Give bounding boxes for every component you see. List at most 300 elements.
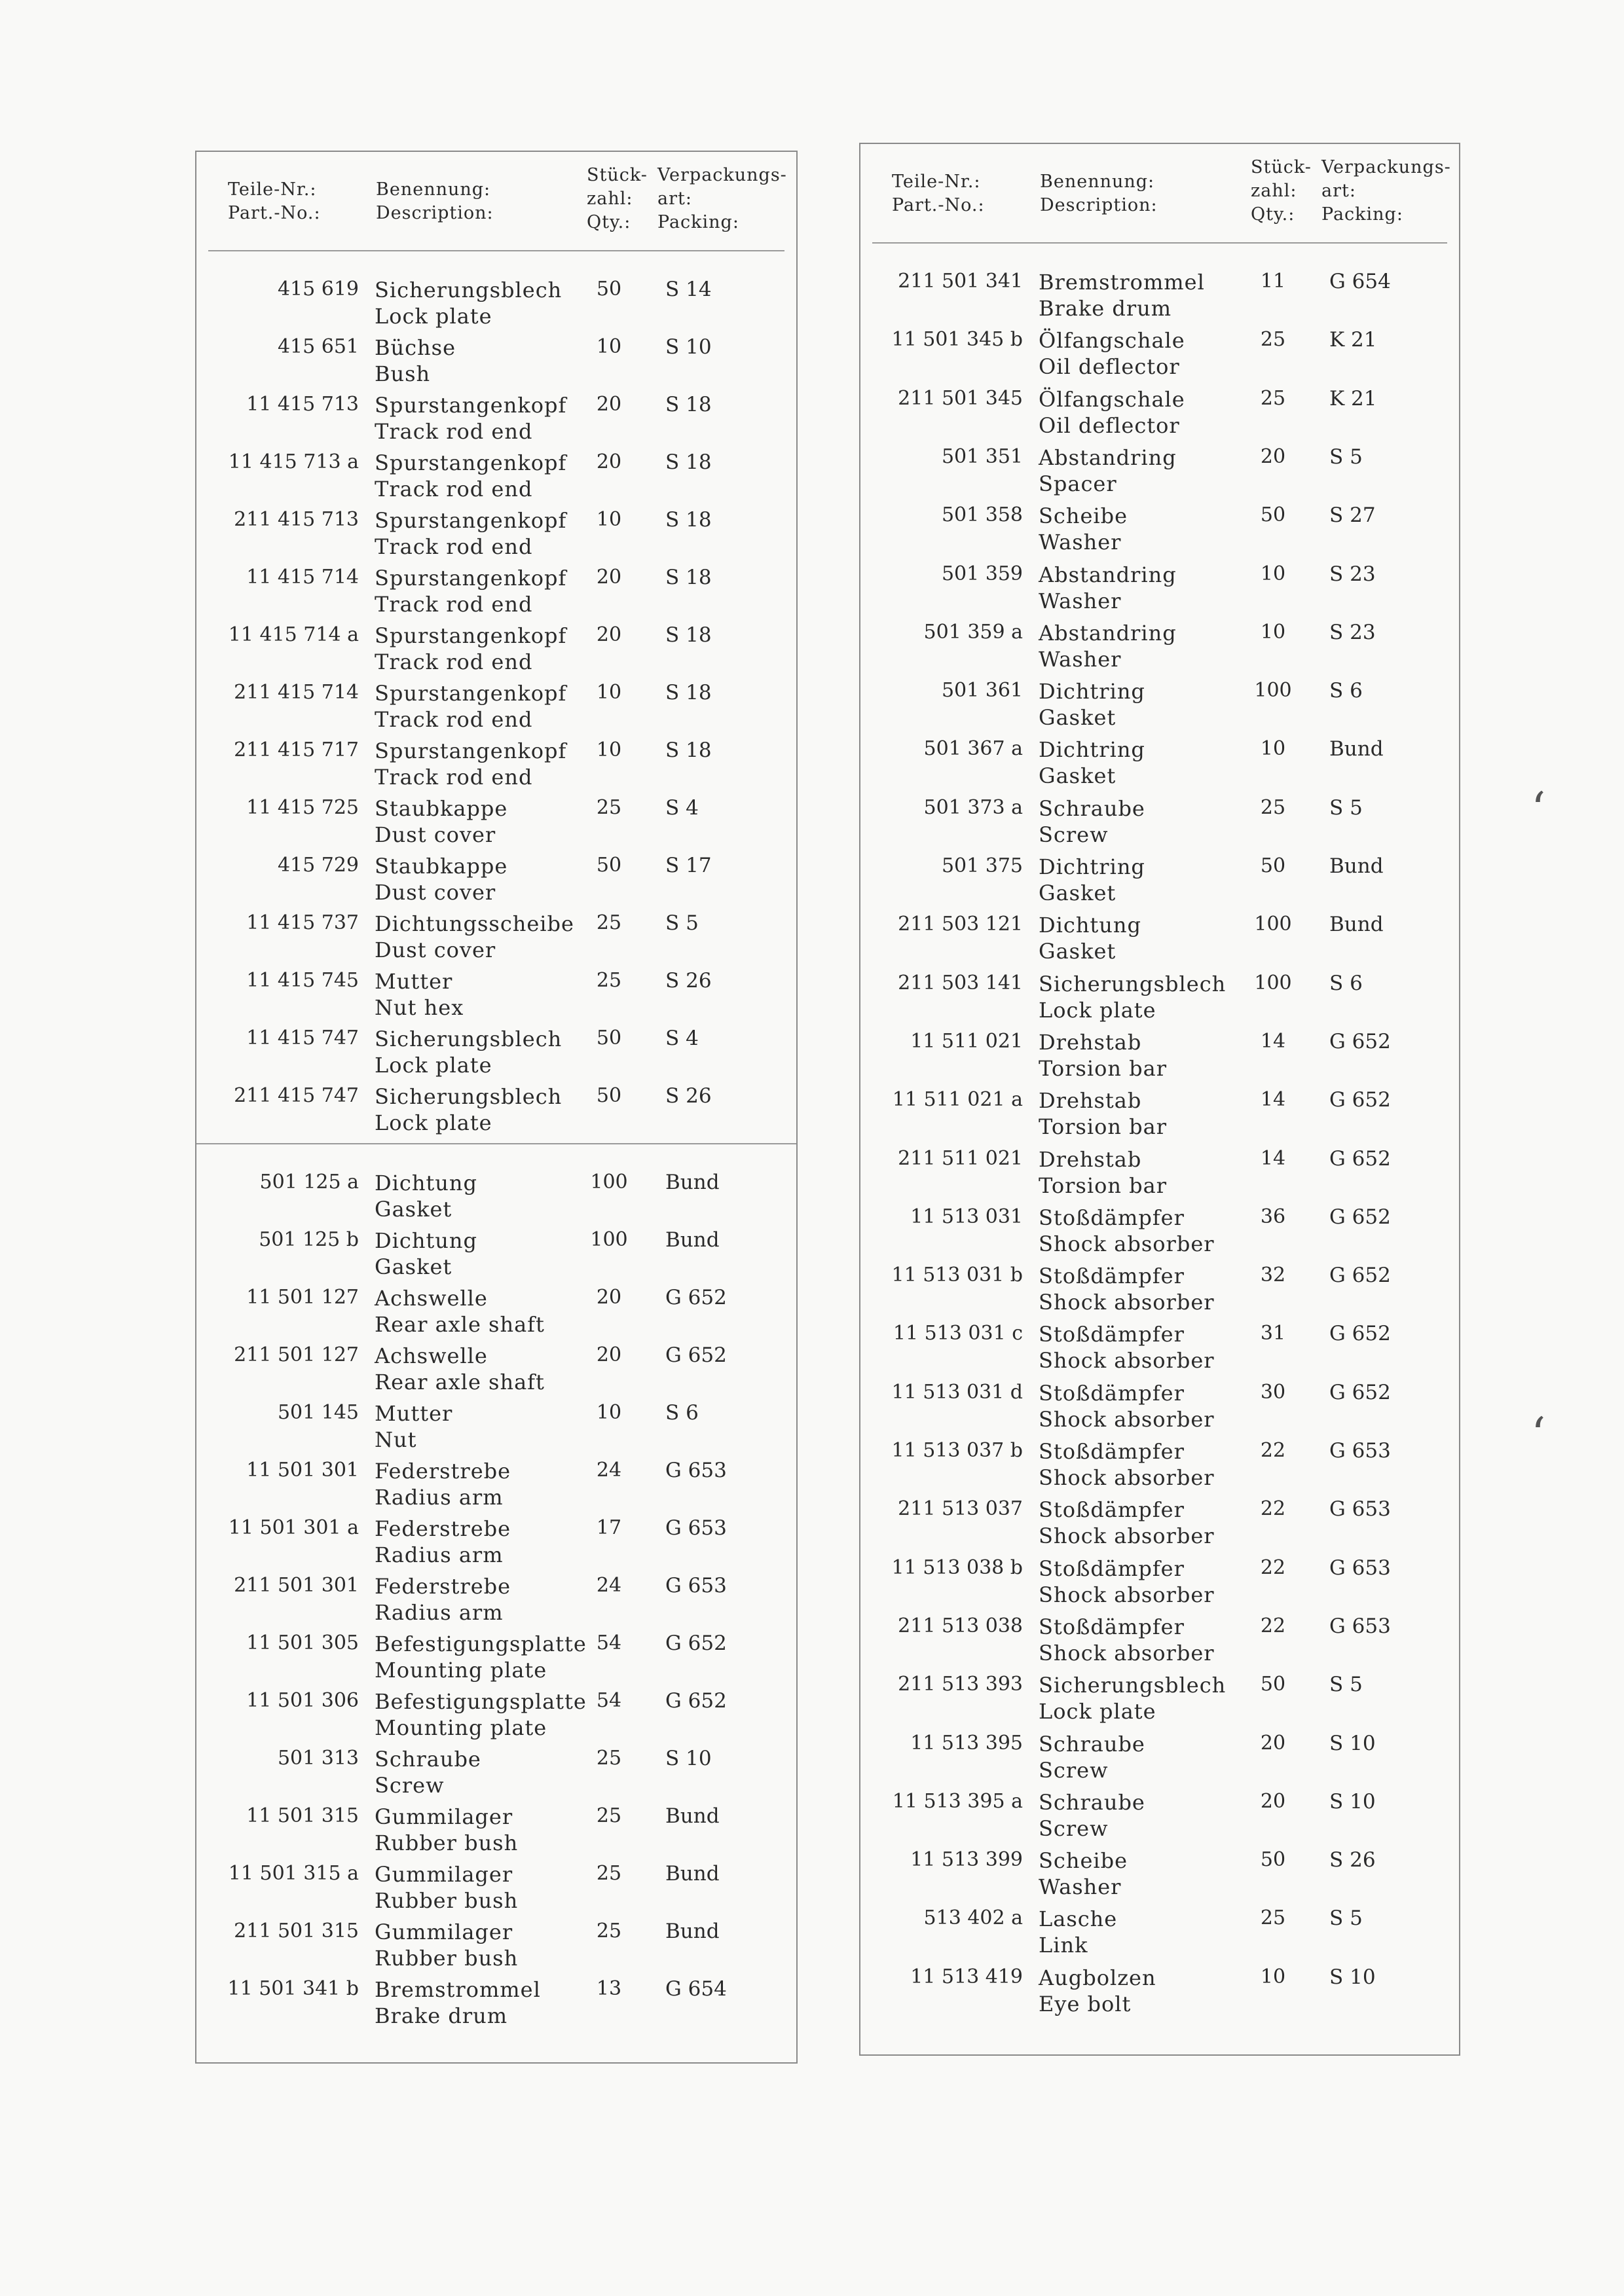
description-de: Achswelle	[375, 1343, 488, 1368]
table-row	[860, 328, 1459, 386]
table-row	[196, 1459, 796, 1516]
description-en: Gasket	[1039, 881, 1116, 905]
packing: G 653	[665, 1459, 727, 1482]
packing: G 652	[1329, 1264, 1391, 1288]
description-en: Track rod end	[375, 649, 533, 674]
packing: G 653	[1329, 1556, 1391, 1580]
quantity: 25	[1260, 1906, 1286, 1930]
table-row	[860, 445, 1459, 503]
packing: S 10	[665, 1747, 712, 1770]
part-number: 11 513 031 d	[891, 1380, 1023, 1404]
description-de: Büchse	[375, 335, 456, 360]
quantity: 17	[596, 1516, 622, 1539]
description-en: Oil deflector	[1039, 412, 1180, 438]
quantity: 10	[596, 335, 622, 358]
packing: S 10	[1329, 1789, 1376, 1813]
header-qty-line2: zahl:	[1251, 181, 1297, 201]
table-row	[196, 1516, 796, 1574]
description-de: Federstrebe	[375, 1574, 511, 1599]
description-de: Gummilager	[375, 1862, 513, 1887]
parts-table-left	[195, 151, 798, 2064]
quantity: 20	[596, 623, 622, 646]
description-de: Spurstangenkopf	[375, 393, 567, 418]
description-de: Spurstangenkopf	[375, 566, 567, 591]
description-en: Washer	[1039, 530, 1122, 555]
table-row	[196, 1084, 796, 1142]
table-row	[196, 508, 796, 566]
part-number: 11 415 714	[246, 566, 359, 589]
part-number: 11 415 745	[246, 969, 359, 992]
quantity: 36	[1260, 1205, 1286, 1228]
quantity: 100	[590, 1171, 628, 1194]
packing: G 654	[665, 1977, 727, 2001]
description-de: Staubkappe	[375, 854, 508, 879]
packing: S 5	[1329, 795, 1363, 820]
packing: G 652	[665, 1286, 727, 1309]
description-de: Sicherungsblech	[375, 1084, 563, 1109]
table-row	[860, 1965, 1459, 2023]
quantity: 14	[1260, 1146, 1286, 1170]
quantity: 20	[1260, 445, 1286, 468]
section-divider	[196, 1143, 796, 1144]
description-en: Track rod end	[375, 707, 533, 732]
part-number: 501 313	[277, 1747, 359, 1770]
description-en: Gasket	[375, 1197, 452, 1222]
description-de: Gummilager	[375, 1804, 513, 1829]
description-de: Schraube	[1039, 1789, 1145, 1815]
header-description-de: Benennung:	[1040, 172, 1155, 192]
part-number: 11 511 021 a	[892, 1088, 1023, 1112]
header-part-no	[228, 178, 321, 225]
packing: G 652	[665, 1631, 727, 1655]
table-row	[860, 1848, 1459, 1906]
table-row	[860, 562, 1459, 620]
header-qty	[1251, 156, 1312, 227]
part-number: 415 651	[277, 335, 359, 358]
punch-hole-mark: ‘	[1531, 1408, 1546, 1461]
table-row	[196, 1574, 796, 1631]
packing: S 17	[665, 854, 712, 877]
table-row	[860, 503, 1459, 561]
description-en: Nut	[375, 1427, 417, 1452]
quantity: 100	[1254, 913, 1292, 936]
description-en: Bush	[375, 361, 431, 386]
quantity: 22	[1260, 1497, 1286, 1521]
quantity: 14	[1260, 1088, 1286, 1112]
header-description-en: Description:	[376, 203, 494, 223]
description-en: Dust cover	[375, 822, 496, 847]
part-number: 211 501 345	[898, 386, 1023, 410]
table-row	[196, 623, 796, 681]
description-en: Shock absorber	[1039, 1348, 1215, 1374]
description-de: Schraube	[1039, 1731, 1145, 1757]
header-packing	[657, 164, 787, 234]
packing: S 23	[1329, 620, 1376, 644]
table-header	[208, 152, 787, 251]
description-de: Achswelle	[375, 1286, 488, 1311]
part-number: 415 619	[277, 278, 359, 301]
description-de: Sicherungsblech	[1039, 1673, 1227, 1698]
part-number: 11 415 713 a	[228, 450, 359, 473]
table-row	[196, 278, 796, 335]
part-number: 211 503 121	[898, 913, 1023, 936]
table-row	[196, 1747, 796, 1804]
description-de: Spurstangenkopf	[375, 623, 567, 648]
packing: G 653	[1329, 1439, 1391, 1463]
part-number: 211 513 037	[898, 1497, 1023, 1521]
table-row	[860, 1205, 1459, 1263]
description-de: Federstrebe	[375, 1459, 511, 1484]
packing: S 18	[665, 566, 712, 589]
description-en: Link	[1039, 1933, 1088, 1958]
description-en: Shock absorber	[1039, 1231, 1215, 1256]
table-row	[860, 1147, 1459, 1205]
part-number: 501 367 a	[923, 737, 1023, 761]
description-de: Stoßdämpfer	[1039, 1439, 1185, 1464]
table-row	[860, 913, 1459, 970]
part-number: 501 361	[941, 679, 1023, 702]
description-de: Lasche	[1039, 1906, 1118, 1932]
table-row	[196, 911, 796, 969]
quantity: 22	[1260, 1439, 1286, 1462]
part-number: 211 415 717	[234, 738, 359, 761]
quantity: 25	[1260, 386, 1286, 410]
description-de: Bremstrommel	[375, 1977, 541, 2002]
header-packing-line3: Packing:	[657, 212, 739, 232]
part-number: 211 501 127	[234, 1343, 359, 1366]
table-row	[860, 1673, 1459, 1730]
description-de: Befestigungsplatte	[375, 1631, 587, 1656]
description-de: Augbolzen	[1039, 1965, 1156, 1990]
header-description-en: Description:	[1040, 195, 1158, 215]
packing: G 653	[1329, 1614, 1391, 1638]
description-de: Sicherungsblech	[1039, 971, 1227, 996]
description-de: Staubkappe	[375, 796, 508, 821]
quantity: 54	[596, 1631, 622, 1654]
part-number: 211 501 341	[898, 270, 1023, 293]
description-en: Nut hex	[375, 995, 464, 1020]
part-number: 11 513 031 c	[893, 1322, 1023, 1345]
description-en: Screw	[1039, 1757, 1109, 1783]
table-header	[872, 144, 1451, 244]
header-part-no	[892, 170, 985, 217]
table-row	[196, 1401, 796, 1459]
quantity: 24	[596, 1574, 622, 1597]
description-de: Spurstangenkopf	[375, 450, 567, 475]
table-row	[196, 1862, 796, 1920]
quantity: 50	[1260, 503, 1286, 527]
part-number: 501 358	[941, 503, 1023, 527]
part-number: 211 501 301	[234, 1574, 359, 1597]
quantity: 24	[596, 1459, 622, 1482]
packing: Bund	[665, 1804, 720, 1828]
part-number: 11 513 395 a	[892, 1789, 1023, 1813]
quantity: 100	[1254, 971, 1292, 994]
description-en: Track rod end	[375, 765, 533, 790]
part-number: 211 513 038	[898, 1614, 1023, 1637]
description-de: Dichtung	[375, 1228, 477, 1253]
description-en: Washer	[1039, 646, 1122, 672]
quantity: 10	[1260, 562, 1286, 585]
description-de: Scheibe	[1039, 1848, 1128, 1874]
description-en: Oil deflector	[1039, 354, 1180, 380]
description-de: Spurstangenkopf	[375, 681, 567, 706]
packing: Bund	[1329, 854, 1384, 878]
quantity: 20	[596, 1343, 622, 1366]
description-de: Dichtungsscheibe	[375, 911, 574, 936]
packing: S 18	[665, 623, 712, 647]
description-de: Spurstangenkopf	[375, 508, 567, 533]
description-en: Track rod end	[375, 534, 533, 559]
table-row	[196, 1631, 796, 1689]
description-de: Scheibe	[1039, 503, 1128, 529]
packing: S 5	[665, 911, 699, 935]
part-number: 11 501 345 b	[891, 328, 1023, 352]
packing: Bund	[665, 1171, 720, 1194]
table-row	[860, 270, 1459, 327]
table-row	[196, 393, 796, 450]
quantity: 10	[1260, 1965, 1286, 1988]
table-row	[860, 1556, 1459, 1614]
description-en: Lock plate	[375, 1053, 492, 1078]
packing: G 652	[1329, 1322, 1391, 1346]
description-en: Shock absorber	[1039, 1523, 1215, 1549]
part-number: 11 513 399	[910, 1848, 1023, 1872]
header-description-de: Benennung:	[376, 179, 491, 200]
packing: S 10	[1329, 1731, 1376, 1755]
part-number: 11 501 315 a	[228, 1862, 359, 1885]
quantity: 10	[596, 738, 622, 761]
description-de: Spurstangenkopf	[375, 738, 567, 763]
header-qty	[587, 164, 648, 234]
description-en: Shock absorber	[1039, 1406, 1215, 1432]
quantity: 25	[596, 1920, 622, 1942]
packing: Bund	[665, 1920, 720, 1943]
table-row	[860, 621, 1459, 678]
table-row	[860, 1381, 1459, 1438]
part-number: 11 501 301 a	[228, 1516, 359, 1539]
description-en: Brake drum	[375, 2003, 508, 2028]
part-number: 11 501 301	[246, 1459, 359, 1482]
packing: S 4	[665, 796, 699, 820]
description-de: Drehstab	[1039, 1088, 1142, 1114]
description-en: Spacer	[1039, 471, 1117, 496]
description-en: Rubber bush	[375, 1946, 519, 1971]
description-en: Shock absorber	[1039, 1290, 1215, 1315]
packing: S 18	[665, 681, 712, 704]
description-en: Screw	[375, 1773, 445, 1798]
part-number: 11 513 031 b	[891, 1264, 1023, 1287]
description-de: Stoßdämpfer	[1039, 1556, 1185, 1581]
description-de: Abstandring	[1039, 562, 1177, 587]
description-de: Ölfangschale	[1039, 386, 1185, 412]
packing: S 26	[665, 1084, 712, 1108]
header-qty-line3: Qty.:	[1251, 204, 1295, 225]
description-en: Rear axle shaft	[375, 1312, 545, 1337]
header-part-no-en: Part.-No.:	[228, 203, 321, 223]
description-de: Drehstab	[1039, 1146, 1142, 1172]
table-row	[196, 1920, 796, 1977]
header-packing	[1321, 156, 1451, 227]
packing: G 654	[1329, 270, 1391, 293]
quantity: 25	[596, 796, 622, 819]
description-de: Dichtung	[1039, 913, 1141, 938]
packing: Bund	[665, 1228, 720, 1252]
quantity: 25	[1260, 328, 1286, 352]
header-description	[376, 178, 494, 225]
table-row	[196, 1977, 796, 2035]
description-de: Dichtring	[1039, 737, 1145, 763]
packing: K 21	[1329, 328, 1377, 352]
part-number: 513 402 a	[923, 1906, 1023, 1930]
table-row	[196, 738, 796, 796]
quantity: 31	[1260, 1322, 1286, 1345]
part-number: 11 513 038 b	[891, 1556, 1023, 1579]
header-part-no-de: Teile-Nr.:	[228, 179, 317, 200]
header-packing-line2: art:	[1321, 181, 1356, 201]
table-row	[860, 737, 1459, 795]
packing: S 26	[1329, 1848, 1376, 1872]
packing: G 652	[1329, 1029, 1391, 1053]
packing: S 26	[665, 969, 712, 993]
quantity: 25	[596, 1862, 622, 1885]
packing: G 653	[665, 1516, 727, 1540]
quantity: 25	[596, 1747, 622, 1770]
description-en: Washer	[1039, 1874, 1122, 1900]
quantity: 50	[596, 1027, 622, 1049]
packing: G 652	[665, 1689, 727, 1713]
description-de: Sicherungsblech	[375, 1027, 563, 1051]
table-row	[860, 1906, 1459, 1964]
description-de: Mutter	[375, 1401, 453, 1426]
part-number: 501 125 b	[259, 1228, 359, 1251]
quantity: 13	[596, 1977, 622, 2000]
part-number: 501 375	[941, 854, 1023, 877]
part-number: 211 501 315	[234, 1920, 359, 1942]
description-de: Stoßdämpfer	[1039, 1497, 1185, 1523]
part-number: 501 359	[941, 562, 1023, 585]
description-en: Gasket	[375, 1254, 452, 1279]
description-en: Rear axle shaft	[375, 1370, 545, 1394]
quantity: 20	[596, 393, 622, 416]
quantity: 20	[1260, 1731, 1286, 1755]
table-row	[196, 1286, 796, 1343]
quantity: 50	[1260, 1673, 1286, 1696]
packing: Bund	[1329, 913, 1384, 937]
part-number: 211 503 141	[898, 971, 1023, 994]
description-de: Mutter	[375, 969, 453, 994]
header-packing-line2: art:	[657, 189, 692, 209]
quantity: 50	[1260, 854, 1286, 877]
description-en: Mounting plate	[375, 1658, 547, 1683]
description-en: Dust cover	[375, 938, 496, 962]
description-en: Screw	[1039, 822, 1109, 847]
description-en: Lock plate	[375, 1110, 492, 1135]
table-row	[860, 1439, 1459, 1497]
description-de: Stoßdämpfer	[1039, 1205, 1185, 1230]
description-en: Torsion bar	[1039, 1055, 1167, 1081]
quantity: 100	[1254, 679, 1292, 702]
header-qty-line1: Stück-	[1251, 157, 1312, 177]
description-en: Rubber bush	[375, 1888, 519, 1913]
quantity: 22	[1260, 1614, 1286, 1637]
description-en: Brake drum	[1039, 296, 1172, 321]
header-packing-line1: Verpackungs-	[1321, 157, 1451, 177]
part-number: 211 415 747	[234, 1084, 359, 1107]
description-en: Dust cover	[375, 880, 496, 905]
part-number: 11 501 305	[246, 1631, 359, 1654]
packing: S 6	[1329, 679, 1363, 703]
description-en: Gasket	[1039, 705, 1116, 731]
description-en: Track rod end	[375, 477, 533, 501]
description-de: Stoßdämpfer	[1039, 1264, 1185, 1289]
table-row	[196, 1171, 796, 1228]
packing: S 5	[1329, 1673, 1363, 1697]
description-de: Abstandring	[1039, 620, 1177, 646]
part-number: 211 415 713	[234, 508, 359, 531]
quantity: 10	[596, 508, 622, 531]
table-row	[196, 1228, 796, 1286]
packing: S 5	[1329, 1906, 1363, 1931]
quantity: 25	[1260, 795, 1286, 819]
table-row	[196, 796, 796, 854]
part-number: 211 415 714	[234, 681, 359, 704]
table-row	[860, 387, 1459, 445]
header-part-no-en: Part.-No.:	[892, 195, 985, 215]
table-row	[196, 681, 796, 738]
packing: S 6	[665, 1401, 699, 1425]
table-row	[196, 566, 796, 623]
description-de: Bremstrommel	[1039, 270, 1205, 295]
packing: S 18	[665, 393, 712, 416]
packing: S 23	[1329, 562, 1376, 586]
part-number: 11 415 737	[246, 911, 359, 934]
packing: G 653	[1329, 1497, 1391, 1522]
quantity: 10	[1260, 737, 1286, 761]
description-en: Torsion bar	[1039, 1173, 1167, 1198]
description-de: Stoßdämpfer	[1039, 1322, 1185, 1347]
quantity: 14	[1260, 1029, 1286, 1053]
parts-table-right	[859, 143, 1460, 2056]
packing: S 27	[1329, 503, 1376, 528]
description-en: Radius arm	[375, 1600, 504, 1625]
packing: S 5	[1329, 445, 1363, 469]
description-en: Track rod end	[375, 419, 533, 444]
description-de: Befestigungsplatte	[375, 1689, 587, 1714]
packing: Bund	[665, 1862, 720, 1886]
part-number: 415 729	[277, 854, 359, 877]
description-en: Track rod end	[375, 592, 533, 617]
table-row	[860, 1322, 1459, 1379]
packing: G 652	[1329, 1380, 1391, 1404]
table-row	[860, 1030, 1459, 1087]
description-en: Lock plate	[1039, 1699, 1156, 1724]
part-number: 11 501 306	[246, 1689, 359, 1712]
quantity: 100	[590, 1228, 628, 1251]
description-de: Abstandring	[1039, 445, 1177, 470]
packing: S 10	[665, 335, 712, 359]
table-row	[196, 854, 796, 911]
part-number: 11 415 747	[246, 1027, 359, 1049]
description-en: Shock absorber	[1039, 1640, 1215, 1666]
table-row	[860, 1497, 1459, 1555]
quantity: 10	[596, 1401, 622, 1424]
description-en: Shock absorber	[1039, 1582, 1215, 1607]
table-row	[860, 854, 1459, 912]
packing: S 18	[665, 508, 712, 532]
part-number: 11 511 021	[910, 1029, 1023, 1053]
table-row	[196, 1027, 796, 1084]
